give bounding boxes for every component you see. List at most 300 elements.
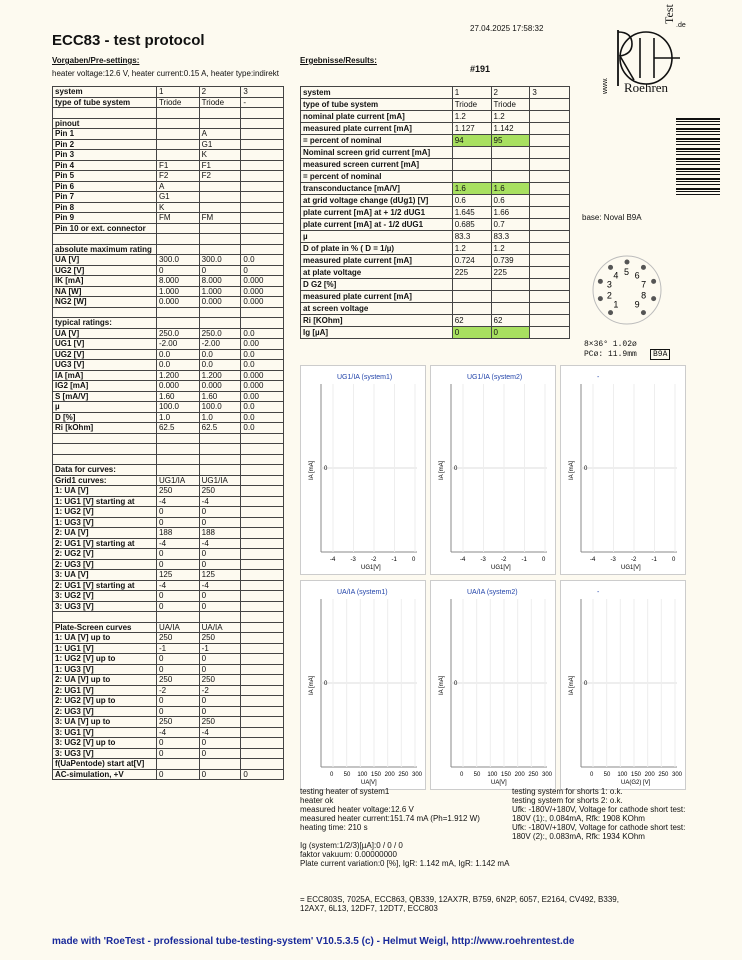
table-cell (199, 223, 241, 234)
table-cell: 0 (241, 769, 284, 780)
table-cell (199, 118, 241, 129)
table-cell (156, 465, 199, 476)
x-tick-label: 250 (658, 772, 669, 778)
table-cell: -1 (156, 643, 199, 654)
row-label: type of tube system (301, 99, 453, 111)
table-cell: 0.000 (156, 381, 199, 392)
table-cell (156, 244, 199, 255)
table-cell (530, 303, 570, 315)
table-cell: 0.0 (199, 360, 241, 371)
table-row (53, 496, 284, 507)
test-number: #191 (470, 64, 491, 74)
row-label: typical ratings: (53, 318, 157, 329)
table-row (301, 327, 570, 339)
row-label: plate current [mA] at + 1/2 dUG1 (301, 207, 453, 219)
row-label: 1: UA [V] (53, 486, 157, 497)
x-tick-label: 200 (384, 772, 395, 778)
note-line: measured heater current:151.74 mA (Ph=1.912 W) (300, 814, 480, 823)
table-row (53, 402, 284, 413)
table-cell: 1.2 (452, 243, 491, 255)
table-cell (241, 454, 284, 465)
row-label: Pin 6 (53, 181, 157, 192)
x-tick-label: -3 (350, 557, 356, 563)
table-cell: 0.000 (241, 286, 284, 297)
x-tick-label: -1 (521, 557, 527, 563)
table-cell (241, 559, 284, 570)
x-tick-label: -2 (501, 557, 507, 563)
row-label: Plate-Screen curves (53, 622, 157, 633)
table-cell: F2 (199, 171, 241, 182)
table-cell: 300.0 (156, 255, 199, 266)
x-axis-label: UG1[V] (491, 565, 511, 571)
plot-title: UA/IA (system2) (467, 589, 518, 596)
x-tick-label: 0 (590, 772, 594, 778)
table-cell (241, 496, 284, 507)
row-label (53, 307, 157, 318)
table-row (53, 181, 284, 192)
table-row (53, 517, 284, 528)
barcode-bar (676, 124, 720, 125)
table-cell (530, 291, 570, 303)
table-row (53, 223, 284, 234)
table-cell (241, 139, 284, 150)
table-cell: 0 (156, 549, 199, 560)
table-cell: 1.000 (199, 286, 241, 297)
table-row (53, 475, 284, 486)
table-cell: Triode (491, 99, 530, 111)
note-line: 180V (1):, 0.084mA, Rfk: 1908 KOhm (512, 814, 645, 823)
table-cell: 1.2 (491, 111, 530, 123)
table-cell: 0 (199, 517, 241, 528)
table-cell: 1.000 (156, 286, 199, 297)
base-spec: 8×36° 1.02ø (584, 340, 637, 349)
x-tick-label: -1 (391, 557, 397, 563)
row-label: 2: UG1 [V] starting at (53, 538, 157, 549)
table-cell: 0 (156, 591, 199, 602)
table-cell (241, 570, 284, 581)
table-cell (156, 454, 199, 465)
table-cell (241, 223, 284, 234)
table-cell (156, 150, 199, 161)
table-cell: UA/IA (156, 622, 199, 633)
barcode-bar (676, 161, 720, 162)
curve-plot (300, 365, 426, 575)
table-cell (241, 612, 284, 623)
row-label: pinout (53, 118, 157, 129)
barcode-bar (676, 131, 720, 132)
row-label: measured plate current [mA] (301, 291, 453, 303)
barcode-bar (676, 128, 720, 130)
table-row (53, 139, 284, 150)
table-cell (241, 622, 284, 633)
table-cell (156, 307, 199, 318)
base-label: base: Noval B9A (582, 213, 642, 222)
table-cell: -4 (156, 496, 199, 507)
x-axis-label: UG1[V] (361, 565, 381, 571)
table-cell (241, 580, 284, 591)
row-label: nominal plate current [mA] (301, 111, 453, 123)
table-cell (530, 279, 570, 291)
table-row (53, 580, 284, 591)
x-tick-label: 100 (487, 772, 498, 778)
socket-pin-label: 2 (606, 290, 612, 301)
table-cell: 0.000 (241, 381, 284, 392)
table-cell: 250 (199, 486, 241, 497)
table-row (53, 612, 284, 623)
table-cell: 0.6 (452, 195, 491, 207)
table-cell (241, 706, 284, 717)
x-tick-label: -4 (590, 557, 596, 563)
table-cell: 62.5 (156, 423, 199, 434)
row-label: NA [W] (53, 286, 157, 297)
x-tick-label: 150 (501, 772, 512, 778)
table-cell: -4 (199, 496, 241, 507)
table-cell (530, 171, 570, 183)
pre-settings-title: Vorgaben/Pre-settings: (52, 56, 140, 65)
table-row (53, 685, 284, 696)
table-cell: 0 (199, 559, 241, 570)
row-label: Pin 1 (53, 129, 157, 140)
table-row (301, 87, 570, 99)
x-tick-label: 50 (603, 772, 611, 778)
table-row (301, 219, 570, 231)
table-cell (156, 444, 199, 455)
table-row (301, 99, 570, 111)
table-cell: UG1/IA (156, 475, 199, 486)
table-row (53, 381, 284, 392)
table-cell (530, 327, 570, 339)
row-label: system (53, 87, 157, 98)
table-cell: 0 (199, 769, 241, 780)
row-label: 1: UG3 [V] (53, 517, 157, 528)
table-cell (241, 727, 284, 738)
table-cell (241, 685, 284, 696)
table-row (301, 159, 570, 171)
row-label: UG2 [V] (53, 265, 157, 276)
note-line: Ufk: -180V/+180V, Voltage for cathode short test: (512, 823, 686, 832)
x-tick-label: 150 (631, 772, 642, 778)
table-row (53, 339, 284, 350)
table-row (53, 769, 284, 780)
table-cell: 250.0 (156, 328, 199, 339)
x-tick-label: -2 (371, 557, 377, 563)
table-row (53, 570, 284, 581)
table-cell (241, 696, 284, 707)
table-row (301, 195, 570, 207)
logo-brand: Roehren (624, 80, 669, 95)
y-axis-label: IA [mA] (439, 675, 445, 695)
table-cell: G1 (199, 139, 241, 150)
table-cell: -2 (199, 685, 241, 696)
table-row (53, 360, 284, 371)
row-label: = percent of nominal (301, 135, 453, 147)
table-cell (241, 129, 284, 140)
table-cell: 0 (156, 696, 199, 707)
table-cell: 0.685 (452, 219, 491, 231)
row-label: 1: UA [V] up to (53, 633, 157, 644)
table-cell: 100.0 (156, 402, 199, 413)
table-cell: 250 (199, 717, 241, 728)
table-cell (241, 202, 284, 213)
table-cell: 0 (156, 601, 199, 612)
table-cell: 83.3 (491, 231, 530, 243)
y-axis-label: IA [mA] (569, 675, 575, 695)
row-label: Grid1 curves: (53, 475, 157, 486)
table-cell (156, 129, 199, 140)
row-label: IA [mA] (53, 370, 157, 381)
socket-pin-label: 9 (634, 299, 640, 310)
row-label: 2: UA [V] up to (53, 675, 157, 686)
table-cell: 0.0 (241, 349, 284, 360)
table-cell: -2.00 (199, 339, 241, 350)
timestamp: 27.04.2025 17:58:32 (470, 24, 544, 33)
plot-title: - (597, 589, 600, 596)
table-row (301, 207, 570, 219)
table-cell (241, 675, 284, 686)
shorts-notes (512, 787, 685, 841)
table-row (53, 633, 284, 644)
table-cell: 250 (199, 633, 241, 644)
barcode-bar (676, 191, 720, 192)
table-cell: 1 (156, 87, 199, 98)
table-cell (241, 150, 284, 161)
row-label: 1: UG2 [V] (53, 507, 157, 518)
barcode-bar (676, 151, 720, 152)
table-cell: 250 (156, 633, 199, 644)
table-row (53, 549, 284, 560)
row-label: Ri [KOhm] (301, 315, 453, 327)
table-cell (241, 433, 284, 444)
table-cell (491, 147, 530, 159)
table-cell (452, 147, 491, 159)
row-label: 3: UG2 [V] (53, 591, 157, 602)
y-axis-label: IA [mA] (439, 460, 445, 480)
y-tick-label: 0 (584, 466, 588, 472)
socket-pin-label: 1 (613, 299, 619, 310)
table-cell: F1 (199, 160, 241, 171)
row-label: Data for curves: (53, 465, 157, 476)
barcode-bar (676, 144, 720, 145)
table-cell (491, 291, 530, 303)
vacuum-notes (300, 841, 509, 868)
plot-title: UA/IA (system1) (337, 589, 388, 596)
table-cell: Triode (452, 99, 491, 111)
table-cell (156, 433, 199, 444)
table-cell: 83.3 (452, 231, 491, 243)
row-label: UG1 [V] (53, 339, 157, 350)
y-tick-label: 0 (324, 681, 328, 687)
note-line: 12AX7, 6L13, 12DF7, 12DT7, ECC803 (300, 904, 438, 913)
table-row (53, 601, 284, 612)
note-line: measured heater voltage:12.6 V (300, 805, 414, 814)
pre-settings-text: heater voltage:12.6 V, heater current:0.15 A, heater type:indirekt (52, 69, 279, 78)
plot-title: UG1/IA (system2) (467, 374, 523, 381)
table-cell (530, 207, 570, 219)
table-cell (199, 612, 241, 623)
row-label: S [mA/V] (53, 391, 157, 402)
plot-canvas (301, 581, 425, 789)
table-cell (199, 454, 241, 465)
row-label: 1: UG1 [V] starting at (53, 496, 157, 507)
table-row (53, 412, 284, 423)
table-cell (241, 181, 284, 192)
table-cell (452, 171, 491, 183)
table-cell: 0 (156, 748, 199, 759)
table-cell (241, 192, 284, 203)
x-tick-label: 100 (357, 772, 368, 778)
table-cell: 0 (156, 706, 199, 717)
row-label: absolute maximum rating (53, 244, 157, 255)
note-line: faktor vakuum: 0.00000000 (300, 850, 397, 859)
table-row (53, 97, 284, 108)
table-cell: 225 (491, 267, 530, 279)
row-label: Ig [µA] (301, 327, 453, 339)
x-tick-label: 0 (460, 772, 464, 778)
row-label: at grid voltage change (dUg1) [V] (301, 195, 453, 207)
note-line: testing system for shorts 1: o.k. (512, 787, 623, 796)
table-cell: 0 (199, 664, 241, 675)
x-tick-label: 300 (412, 772, 423, 778)
row-label: plate current [mA] at - 1/2 dUG1 (301, 219, 453, 231)
table-row (53, 370, 284, 381)
x-tick-label: 250 (528, 772, 539, 778)
table-cell (241, 318, 284, 329)
table-row (53, 717, 284, 728)
table-row (301, 231, 570, 243)
row-label: AC-simulation, +V (53, 769, 157, 780)
socket-pin-label: 6 (634, 270, 640, 281)
table-row (53, 465, 284, 476)
table-cell (156, 612, 199, 623)
y-tick-label: 0 (454, 466, 458, 472)
plot-title: UG1/IA (system1) (337, 374, 393, 381)
table-row (53, 234, 284, 245)
table-cell: FM (199, 213, 241, 224)
table-row (53, 328, 284, 339)
table-cell: 0.7 (491, 219, 530, 231)
x-tick-label: -1 (651, 557, 657, 563)
table-cell (530, 219, 570, 231)
table-cell: 1.6 (452, 183, 491, 195)
socket-pin-label: 3 (606, 279, 612, 290)
x-tick-label: -2 (631, 557, 637, 563)
table-row (53, 486, 284, 497)
table-row (53, 391, 284, 402)
table-cell: 1 (452, 87, 491, 99)
x-tick-label: -3 (480, 557, 486, 563)
y-axis-label: IA [mA] (309, 460, 315, 480)
socket-pin (598, 296, 603, 301)
table-row (53, 643, 284, 654)
table-cell: 2 (491, 87, 530, 99)
row-label: 2: UA [V] (53, 528, 157, 539)
table-cell: 0.000 (156, 297, 199, 308)
table-cell: 0 (452, 327, 491, 339)
table-row (53, 433, 284, 444)
row-label (53, 454, 157, 465)
table-cell: F1 (156, 160, 199, 171)
x-axis-label: UA[V] (491, 780, 507, 786)
x-tick-label: -4 (460, 557, 466, 563)
table-cell: 1.142 (491, 123, 530, 135)
table-cell: 1.200 (199, 370, 241, 381)
x-tick-label: 250 (398, 772, 409, 778)
table-row (53, 706, 284, 717)
left-data-table (52, 86, 284, 780)
table-row (53, 87, 284, 98)
table-row (53, 622, 284, 633)
row-label: transconductance [mA/V] (301, 183, 453, 195)
barcode-bar (676, 121, 720, 122)
socket-pin-label: 7 (641, 279, 647, 290)
table-cell (199, 202, 241, 213)
row-label: D [%] (53, 412, 157, 423)
curve-plot (430, 580, 556, 790)
x-axis-label: UG1[V] (621, 565, 641, 571)
plot-canvas (431, 581, 555, 789)
table-cell: 95 (491, 135, 530, 147)
table-cell (530, 315, 570, 327)
table-cell: 188 (156, 528, 199, 539)
table-row (301, 147, 570, 159)
table-cell: 250 (156, 717, 199, 728)
page-title: ECC83 - test protocol (52, 32, 205, 49)
table-cell: 0 (156, 769, 199, 780)
table-row (53, 276, 284, 287)
table-cell (241, 717, 284, 728)
table-cell: K (156, 202, 199, 213)
table-cell (241, 234, 284, 245)
barcode-bar (676, 154, 720, 155)
table-cell: 0 (199, 549, 241, 560)
curve-plot (430, 365, 556, 575)
y-axis-label: IA [mA] (309, 675, 315, 695)
table-cell (241, 748, 284, 759)
table-cell (241, 591, 284, 602)
barcode-bar (676, 164, 720, 165)
table-cell: 1.127 (452, 123, 491, 135)
row-label: 3: UA [V] up to (53, 717, 157, 728)
table-row (301, 315, 570, 327)
row-label: Pin 10 or ext. connector (53, 223, 157, 234)
table-row (53, 192, 284, 203)
plot-title: - (597, 374, 600, 381)
table-cell: 0.0 (241, 255, 284, 266)
table-row (53, 738, 284, 749)
table-row (53, 538, 284, 549)
row-label: UA [V] (53, 328, 157, 339)
plot-canvas (561, 366, 685, 574)
equivalents (300, 895, 619, 913)
table-cell: 225 (452, 267, 491, 279)
table-cell (241, 475, 284, 486)
table-cell: -4 (199, 580, 241, 591)
barcode-bar (676, 118, 720, 120)
table-cell: 1.66 (491, 207, 530, 219)
table-cell (241, 244, 284, 255)
table-row (53, 349, 284, 360)
barcode (676, 118, 720, 196)
table-cell: 0 (199, 591, 241, 602)
table-row (301, 243, 570, 255)
table-cell: 1.60 (199, 391, 241, 402)
table-cell (156, 223, 199, 234)
socket-pin-label: 4 (613, 270, 619, 281)
table-cell: 0.0 (241, 328, 284, 339)
table-cell: 8.000 (199, 276, 241, 287)
barcode-bar (676, 168, 720, 170)
table-cell: 0 (241, 265, 284, 276)
